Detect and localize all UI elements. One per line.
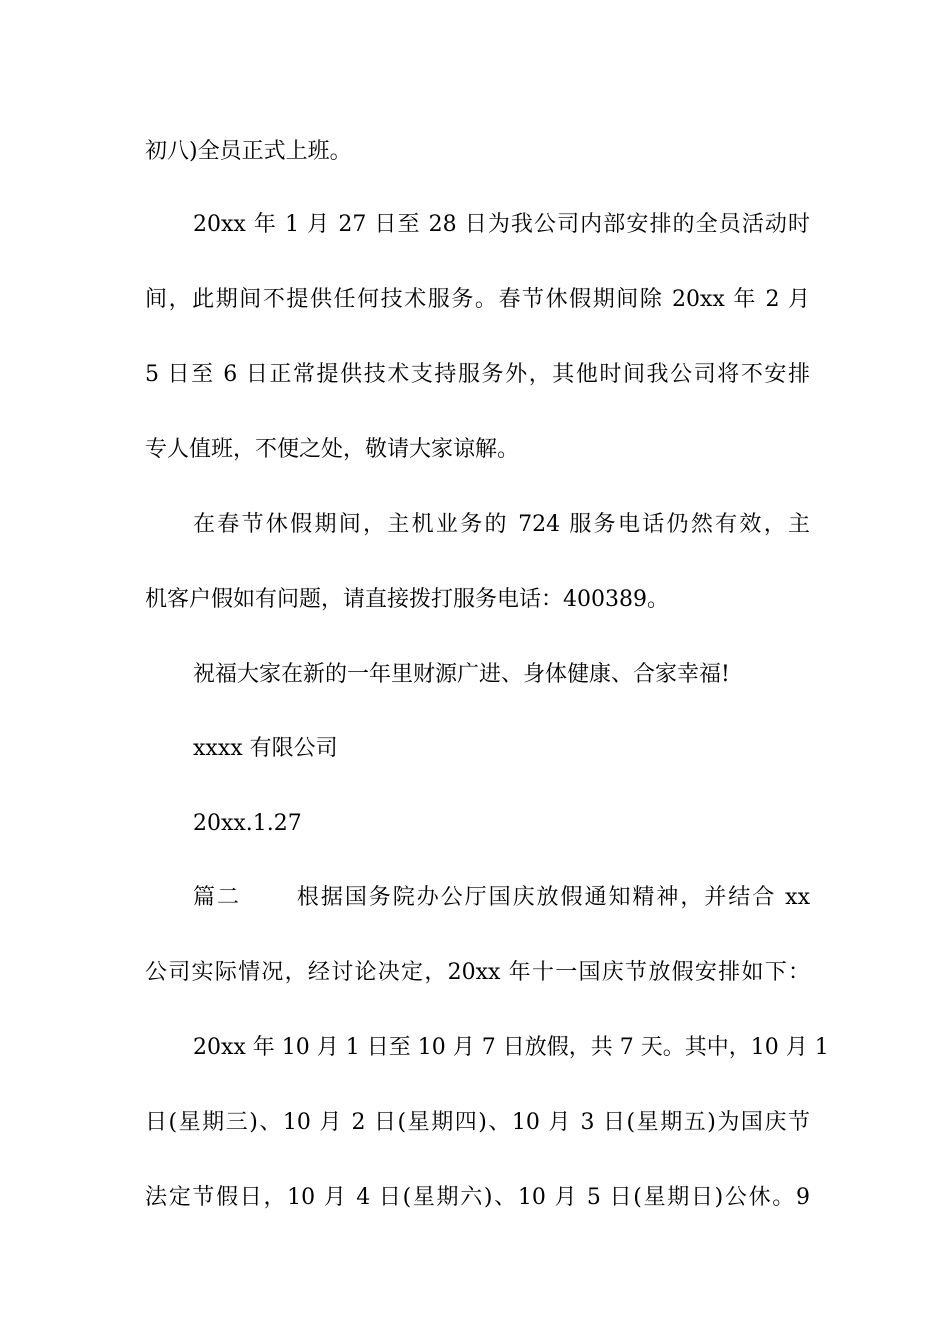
text-line: 5 日至 6 日正常提供技术支持服务外，其他时间我公司将不安排 — [145, 362, 810, 387]
text-line: 20xx 年 1 月 27 日至 28 日为我公司内部安排的全员活动时 — [193, 212, 810, 237]
text-line: 间，此期间不提供任何技术服务。春节休假期间除 20xx 年 2 月 — [145, 287, 810, 312]
text-line: 20xx 年 10 月 1 日至 10 月 7 日放假，共 7 天。其中，10 月 1 — [193, 1035, 829, 1060]
text-line: 公司实际情况，经讨论决定，20xx 年十一国庆节放假安排如下： — [145, 960, 810, 985]
text-line: 祝福大家在新的一年里财源广进、身体健康、合家幸福! — [193, 662, 730, 687]
section-heading: 篇二 — [193, 885, 241, 910]
text-line: 法定节假日，10 月 4 日(星期六)、10 月 5 日(星期日)公休。9 — [145, 1185, 810, 1210]
section-line — [193, 878, 810, 918]
text-line: 在春节休假期间，主机业务的 724 服务电话仍然有效，主 — [193, 512, 810, 537]
text-line: 专人值班，不便之处，敬请大家谅解。 — [145, 437, 520, 462]
company-signature: xxxx 有限公司 — [193, 736, 338, 761]
section-text: 根据国务院办公厅国庆放假通知精神，并结合 xx — [294, 885, 810, 910]
signature-date: 20xx.1.27 — [193, 811, 302, 836]
text-line: 初八)全员正式上班。 — [145, 139, 352, 164]
text-line: 机客户假如有问题，请直接拨打服务电话：400389。 — [145, 587, 669, 612]
text-line: 日(星期三)、10 月 2 日(星期四)、10 月 3 日(星期五)为国庆节 — [145, 1110, 810, 1135]
